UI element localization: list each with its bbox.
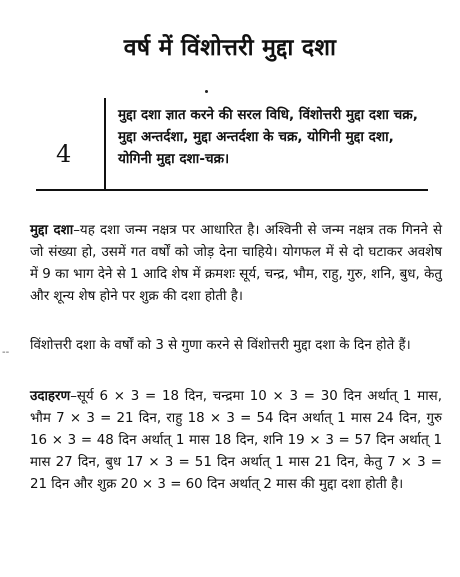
margin-mark: -- <box>2 347 10 358</box>
paragraph-mudda-dasha <box>30 220 442 308</box>
page-title: वर्ष में विंशोत्तरी मुद्दा दशा <box>123 35 337 61</box>
decorative-dot <box>205 90 208 93</box>
vertical-divider <box>104 98 106 190</box>
chapter-number: 4 <box>56 140 72 168</box>
paragraph-text: –यह दशा जन्म नक्षत्र पर आधारित है। अश्विनी से जन्म नक्षत्र तक गिनने से जो संख्या हो, उसमें गत वर्षों को जोड़ देना चाहिये। योगफल में से दो घटाकर अवशेष में 9 का भाग देने से 1 आदि शेष में क्रमशः सूर्य, चन्द्र, भौम, राहु, गुरु, शनि, बुध, केतु और शून्य शेष होने पर शुक्र की दशा होती है। <box>30 223 442 304</box>
chapter-header <box>36 98 426 188</box>
paragraph-label: मुद्दा दशा <box>30 223 74 238</box>
paragraph-label: उदाहरण <box>30 389 71 404</box>
horizontal-divider <box>36 189 428 191</box>
paragraph-example <box>30 386 442 496</box>
paragraph-text: विंशोत्तरी दशा के वर्षों को 3 से गुणा करने से विंशोत्तरी मुद्दा दशा के दिन होते हैं। <box>30 338 411 353</box>
paragraph-vimshottari <box>30 335 442 357</box>
chapter-summary: मुद्दा दशा ज्ञात करने की सरल विधि, विंशोत्तरी मुद्दा दशा चक्र, मुद्दा अन्तर्दशा, मुद्दा अन्तर्दशा के चक्र, योगिनी मुद्दा दशा, योगिनी मुद्दा दशा-चक्र। <box>118 107 418 167</box>
paragraph-text: –सूर्य 6 × 3 = 18 दिन, चन्द्रमा 10 × 3 = 30 दिन अर्थात् 1 मास, भौम 7 × 3 = 21 दिन, राहु 18 × 3 = 54 दिन अर्थात् 1 मास 24 दिन, गुरु 16 × 3 = 48 दिन अर्थात् 1 मास 18 दिन, शनि 19 × 3 = 57 दिन अर्थात् 1 मास 27 दिन, बुध 17 × 3 = 51 दिन अर्थात् 1 मास 21 दिन, केतु 7 × 3 = 21 दिन और शुक्र 20 × 3 = 60 दिन अर्थात् 2 मास की मुद्दा दशा होती है। <box>30 389 442 492</box>
